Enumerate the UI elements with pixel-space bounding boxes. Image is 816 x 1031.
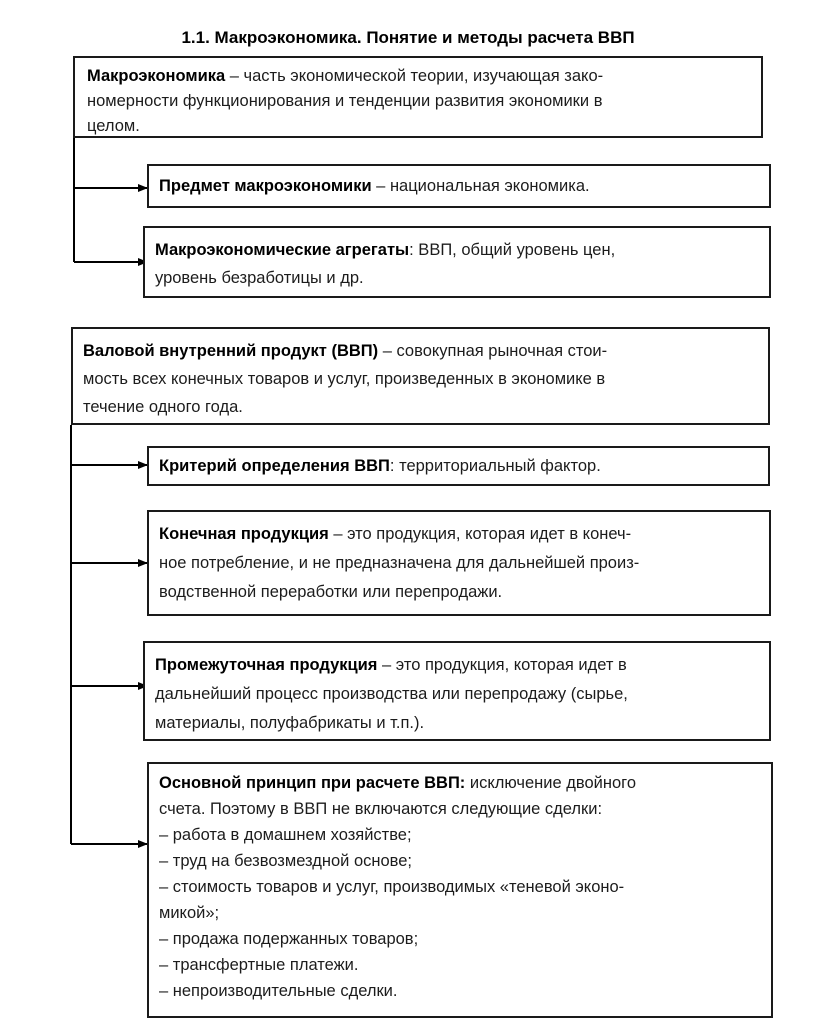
gdp-box: [71, 327, 770, 425]
final-def-3: водственной переработки или перепродажи.: [159, 583, 503, 601]
intermediate-term: Промежуточная продукция: [155, 656, 378, 674]
excluded-item: микой»;: [159, 904, 220, 922]
subject-def: – национальная экономика.: [371, 177, 590, 195]
macro-def-2: номерности функционирования и тенденции развития экономики в: [87, 92, 603, 110]
macroeconomics-box: [73, 56, 763, 138]
final-def-1: – это продукция, которая идет в конеч-: [328, 525, 632, 543]
intermediate-def-3: материалы, полуфабрикаты и т.п.).: [155, 714, 425, 732]
final-product-box: [147, 510, 771, 616]
macro-def-3: целом.: [87, 117, 140, 135]
excluded-item: – работа в домашнем хозяйстве;: [159, 826, 412, 844]
intermediate-def-2: дальнейший процесс производства или перепродажу (сырье,: [155, 685, 628, 703]
page-title: 1.1. Макроэкономика. Понятие и методы расчета ВВП: [181, 28, 635, 47]
final-term: Конечная продукция: [159, 525, 329, 543]
excluded-item: – труд на безвозмездной основе;: [159, 852, 413, 870]
principle-def-2: счета. Поэтому в ВВП не включаются следующие сделки:: [159, 800, 603, 818]
gdp-def-2: мость всех конечных товаров и услуг, произведенных в экономике в: [83, 370, 606, 388]
intermediate-product-box: [143, 641, 771, 741]
gdp-def-1: – совокупная рыночная стои-: [378, 342, 608, 360]
gdp-def-3: течение одного года.: [83, 398, 243, 416]
aggregates-box: [143, 226, 771, 298]
criterion-box: [147, 446, 770, 486]
aggregates-term: Макроэкономические агрегаты: [155, 241, 410, 259]
excluded-item: – непроизводительные сделки.: [159, 982, 398, 1000]
criterion-def: : территориальный фактор.: [389, 457, 601, 475]
excluded-item: – трансфертные платежи.: [159, 956, 359, 974]
excluded-item: – стоимость товаров и услуг, производимых «теневой эконо-: [159, 878, 625, 896]
principle-def-1: исключение двойного: [465, 774, 636, 792]
criterion-term: Критерий определения ВВП: [159, 457, 390, 475]
subject-box: [147, 164, 771, 208]
main-principle-box: [147, 762, 773, 1018]
macro-term: Макроэкономика: [87, 67, 226, 85]
final-def-2: ное потребление, и не предназначена для дальнейшей произ-: [159, 554, 640, 572]
aggregates-def-2: уровень безработицы и др.: [155, 269, 364, 287]
macro-def-1: – часть экономической теории, изучающая зако-: [225, 67, 604, 85]
subject-term: Предмет макроэкономики: [159, 177, 372, 195]
excluded-item: – продажа подержанных товаров;: [159, 930, 419, 948]
intermediate-def-1: – это продукция, которая идет в: [377, 656, 627, 674]
aggregates-def-1: : ВВП, общий уровень цен,: [409, 241, 616, 259]
principle-term: Основной принцип при расчете ВВП:: [159, 774, 466, 792]
gdp-term: Валовой внутренний продукт (ВВП): [83, 342, 379, 360]
